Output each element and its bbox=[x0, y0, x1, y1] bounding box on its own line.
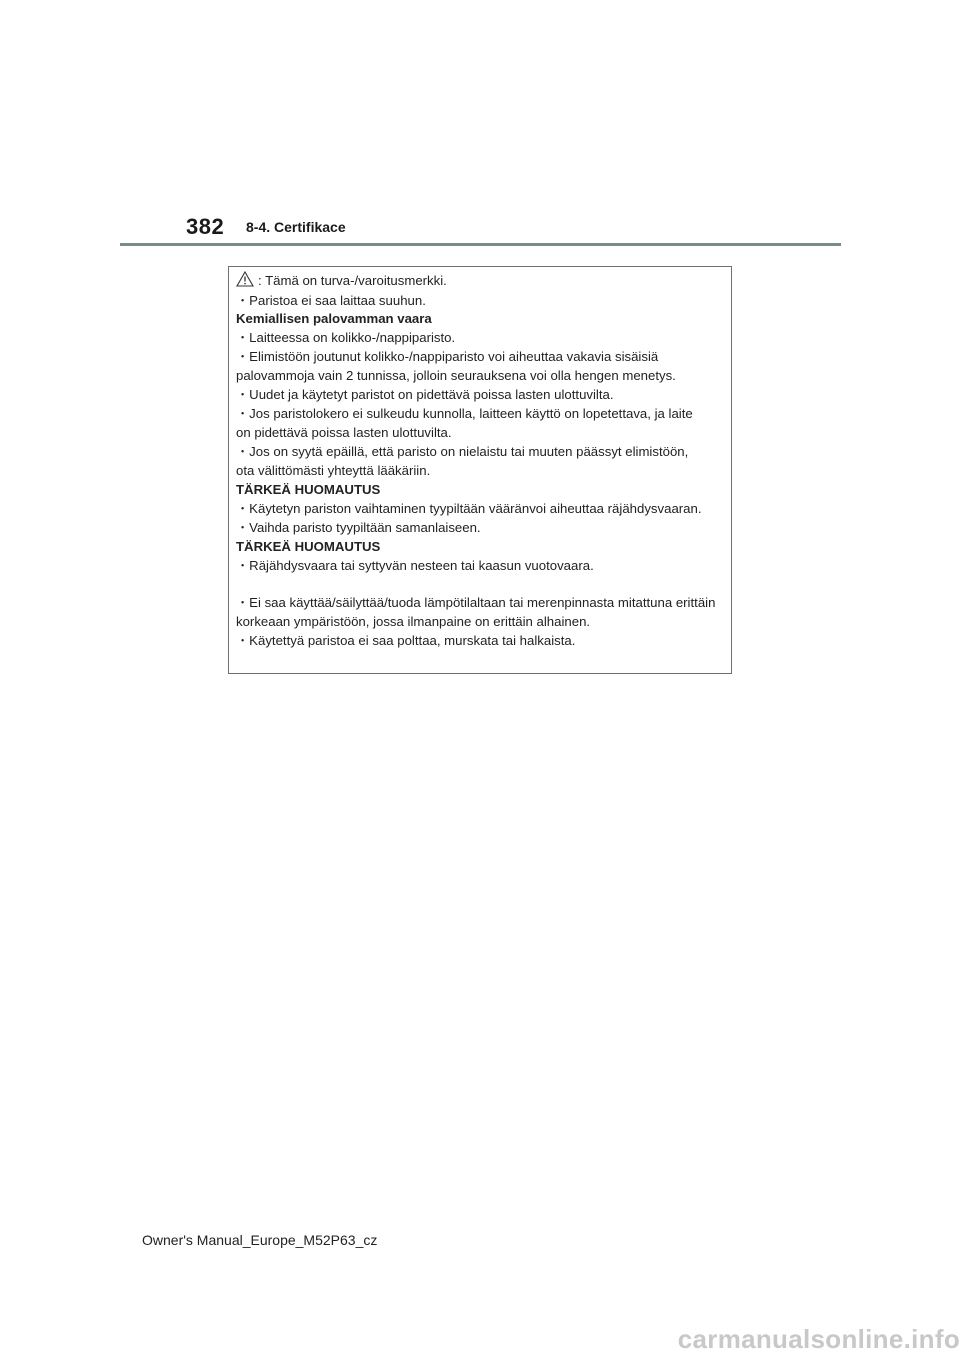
notice-line-6: palovammoja vain 2 tunnissa, jolloin seurauksena voi olla hengen menetys. bbox=[236, 368, 676, 383]
section-title: 8-4. Certifikace bbox=[246, 219, 346, 235]
header-divider bbox=[120, 243, 841, 246]
site-watermark: carmanualsonline.info bbox=[677, 1324, 960, 1354]
notice-heading-important-2: TÄRKEÄ HUOMAUTUS bbox=[236, 539, 381, 554]
notice-line-7: ・Uudet ja käytetyt paristot on pidettävä poissa lasten ulottuvilta. bbox=[236, 387, 614, 402]
manual-footer: Owner's Manual_Europe_M52P63_cz bbox=[142, 1232, 378, 1248]
warning-triangle-icon bbox=[236, 271, 254, 292]
notice-line-1 bbox=[236, 271, 447, 292]
notice-line-18: korkeaan ympäristöön, jossa ilmanpaine on erittäin alhainen. bbox=[236, 614, 591, 629]
notice-line-5: ・Elimistöön joutunut kolikko-/nappiparisto voi aiheuttaa vakavia sisäisiä bbox=[236, 349, 659, 364]
notice-line-10: ・Jos on syytä epäillä, että paristo on nielaistu tai muuten päässyt elimistöön, bbox=[236, 444, 689, 459]
notice-line-11: ota välittömästi yhteyttä lääkäriin. bbox=[236, 463, 431, 478]
battery-warning-notice bbox=[228, 266, 732, 674]
notice-line-16: ・Räjähdysvaara tai syttyvän nesteen tai kaasun vuotovaara. bbox=[236, 558, 594, 573]
notice-line-19: ・Käytettyä paristoa ei saa polttaa, murskata tai halkaista. bbox=[236, 633, 576, 648]
notice-line-13: ・Käytetyn pariston vaihtaminen tyypiltään vääränvoi aiheuttaa räjähdysvaaran. bbox=[236, 501, 702, 516]
page-number: 382 bbox=[186, 214, 225, 239]
notice-line-8: ・Jos paristolokero ei sulkeudu kunnolla, laitteen käyttö on lopetettava, ja laite bbox=[236, 406, 693, 421]
notice-heading-important-1: TÄRKEÄ HUOMAUTUS bbox=[236, 482, 381, 497]
notice-line-4: ・Laitteessa on kolikko-/nappiparisto. bbox=[236, 330, 456, 345]
notice-heading-chemical-burn: Kemiallisen palovamman vaara bbox=[236, 311, 432, 326]
notice-line-9: on pidettävä poissa lasten ulottuvilta. bbox=[236, 425, 452, 440]
notice-line-14: ・Vaihda paristo tyypiltään samanlaiseen. bbox=[236, 520, 481, 535]
notice-line-17: ・Ei saa käyttää/säilyttää/tuoda lämpötilaltaan tai merenpinnasta mitattuna erittäin bbox=[236, 595, 716, 610]
notice-line-text: : Tämä on turva-/varoitusmerkki. bbox=[258, 273, 447, 288]
notice-line-2: ・Paristoa ei saa laittaa suuhun. bbox=[236, 293, 426, 308]
